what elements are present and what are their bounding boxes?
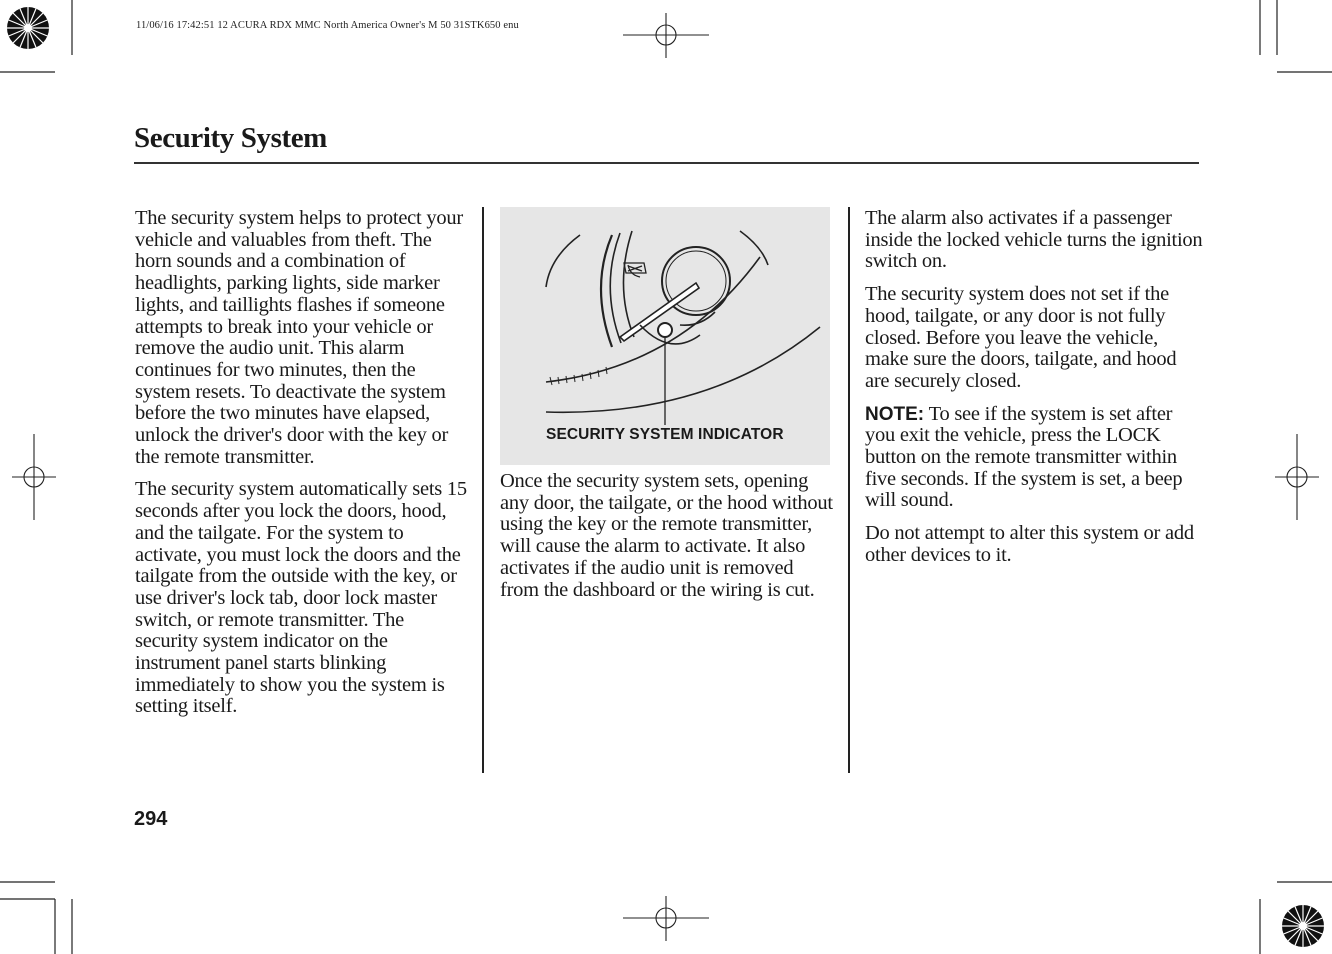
paragraph: The security system does not set if the hood, tailgate, or any door is not fully closed. Before you leave the vehicle, make sure the doors, tailgate, and hood are securely closed. [865,283,1177,392]
column-divider [848,207,850,773]
print-header: 11/06/16 17:42:51 12 ACURA RDX MMC North America Owner's M 50 31STK650 enu [136,20,519,31]
note-label: NOTE: [865,403,925,425]
column-3 [865,208,1205,578]
paragraph: The security system automatically sets 15 seconds after you lock the doors, hood, and the tailgate. For the system to activate, you must lock the doors and the tailgate from the outside with the key, or use driver's lock tab, door lock master switch, or remote transmitter. The security system indicator on the instrument panel starts blinking immediately to show you the system is setting itself. [135,478,467,718]
page-title: Security System [134,122,327,154]
column-2 [500,208,834,612]
paragraph: The alarm also activates if a passenger inside the locked vehicle turns the ignition switch on. [865,207,1203,273]
page-number: 294 [134,808,168,830]
paragraph: Do not attempt to alter this system or add other devices to it. [865,522,1194,566]
column-divider [482,207,484,773]
note-paragraph [865,404,1205,513]
figure-caption: SECURITY SYSTEM INDICATOR [546,426,784,443]
note-text: To see if the system is set after you exit the vehicle, press the LOCK button on the remote transmitter within five seconds. If the system is set, a beep will sound. [865,402,1183,512]
column-1 [135,208,471,729]
paragraph: Once the security system sets, opening any door, the tailgate, or the hood without using the key or the remote transmitter, will cause the alarm to activate. It also activates if the audio unit is removed from the dashboard or the wiring is cut. [500,470,833,601]
title-rule [134,162,1199,164]
registration-target [1282,905,1324,947]
registration-target [7,7,49,49]
paragraph: The security system helps to protect your vehicle and valuables from theft. The horn sounds and a combination of headlights, parking lights, side marker lights, and taillights flashes if someone attempts to break into your vehicle or remove the audio unit. This alarm continues for two minutes, then the system resets. To deactivate the system before the two minutes have elapsed, unlock the driver's door with the key or the remote transmitter. [135,207,463,468]
